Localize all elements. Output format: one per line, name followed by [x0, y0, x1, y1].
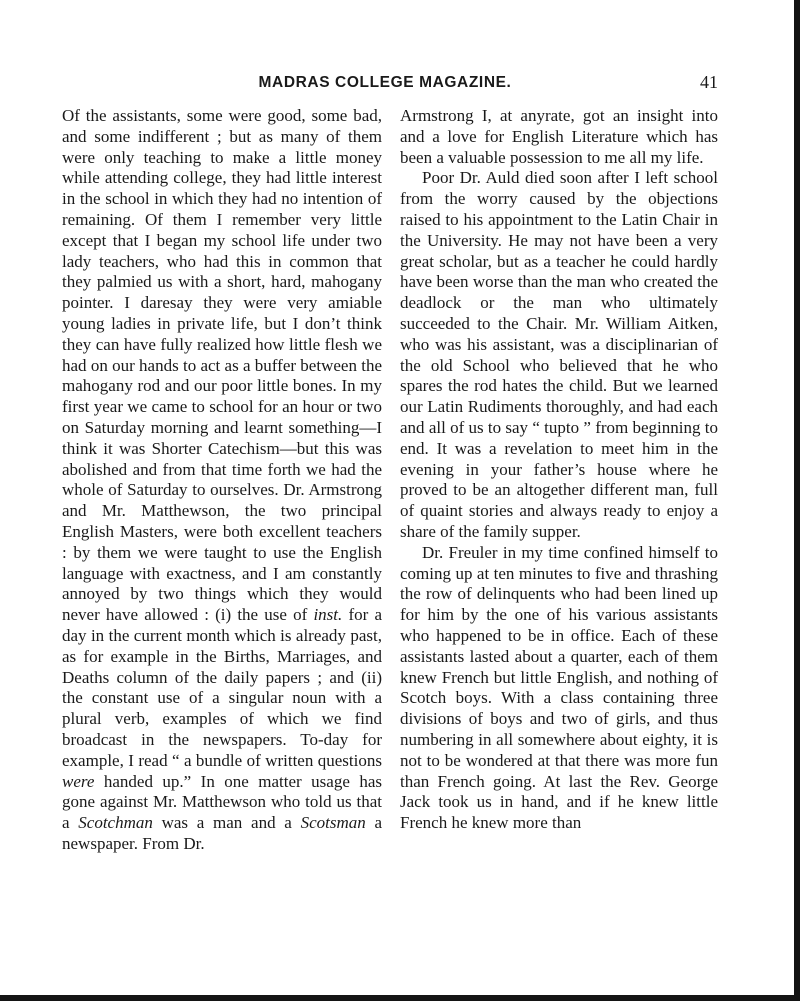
italic-run: Scotsman — [300, 813, 366, 833]
scan-edge-bottom — [0, 995, 800, 1001]
running-title: MADRAS COLLEGE MAGAZINE. — [258, 74, 512, 91]
text-run: Poor Dr. Auld died soon after I left school from the worry caused by the objections raised to his appointment to the Latin Chair in the University. He may not have been a very great scholar, but as a teacher he could hardly have been worse than the man who created the deadlock or the man who ultimately succeeded to the Chair. Mr. William Aitken, who was his assistant, was a disciplinarian of the old School who believed that he who spares the rod hates the child. But we learned our Latin Rudiments thoroughly, and had each and all of us to say “ tupto ” from beginning to end. It was a revelation to meet him in the evening in your father’s house where he proved to be an altogether different man, full of quaint stories and always ready to enjoy a share of the family supper. — [400, 168, 718, 541]
left-column — [62, 106, 382, 855]
text-run: a newspaper. From Dr. — [62, 813, 383, 853]
right-column — [400, 106, 718, 834]
paragraph — [400, 106, 718, 168]
scan-edge-right — [794, 0, 800, 1001]
page-number: 41 — [700, 72, 718, 92]
text-run: handed up.” In one matter usage has gone against Mr. Matthewson who told us that a — [62, 771, 382, 833]
text-run: for a day in the current month which is already past, as for example in the Births, Marriages, and Deaths column of the daily papers ; and (ii) the constant use of a singular noun with a plural verb, examples of which we find broadcast in the newspapers. To-day for example, I read “ a bundle of written questions — [62, 605, 382, 770]
paragraph — [62, 106, 382, 855]
text-run: was a man and a — [152, 813, 301, 833]
text-run: Dr. Freuler in my time confined himself to coming up at ten minutes to five and thrashing the row of delinquents who had been lined up for him by the one of his various assistants who happened to be in office. Each of these assistants lasted about a quarter, each of them knew French but little English, and nothing of Scotch boys. With a class containing three divisions of boys and two of girls, and thus numbering in all somewhere about eighty, it is not to be wondered at that there was more fun than French going. At last the Rev. George Jack took us in hand, and if he knew little French he knew more than — [400, 542, 718, 833]
italic-run: Scotchman — [78, 813, 153, 833]
paragraph — [400, 543, 718, 834]
paragraph — [400, 168, 718, 542]
italic-run: inst. — [313, 605, 343, 625]
text-run: Of the assistants, some were good, some bad, and some indifferent ; but as many of them were only teaching to make a little money while attending college, they had little interest in the school in which they had no intention of remaining. Of them I remember very little except that I began my school life under two lady teachers, who had this in common that they palmied us with a short, hard, mahogany pointer. I daresay they were very amiable young ladies in private life, but I don’t think they can have fully realized how little flesh we had on our hands to act as a buffer between the mahogany rod and our poor little bones. In my first year we came to school for an hour or two on Saturday morning and learnt something—I think it was Shorter Catechism—but this was abolished and from that time forth we had the whole of Saturday to ourselves. Dr. Armstrong and Mr. Matthewson, the two principal English Masters, were both excellent teachers : by them we were taught to use the English language with exactness, and I am constantly annoyed by two things which they would never have allowed : (i) the use of — [62, 106, 382, 625]
text-run: Armstrong I, at anyrate, got an insight into and a love for English Literature which has been a valuable possession to me all my life. — [400, 106, 718, 167]
italic-run: were — [62, 771, 95, 791]
page-header — [0, 74, 800, 98]
